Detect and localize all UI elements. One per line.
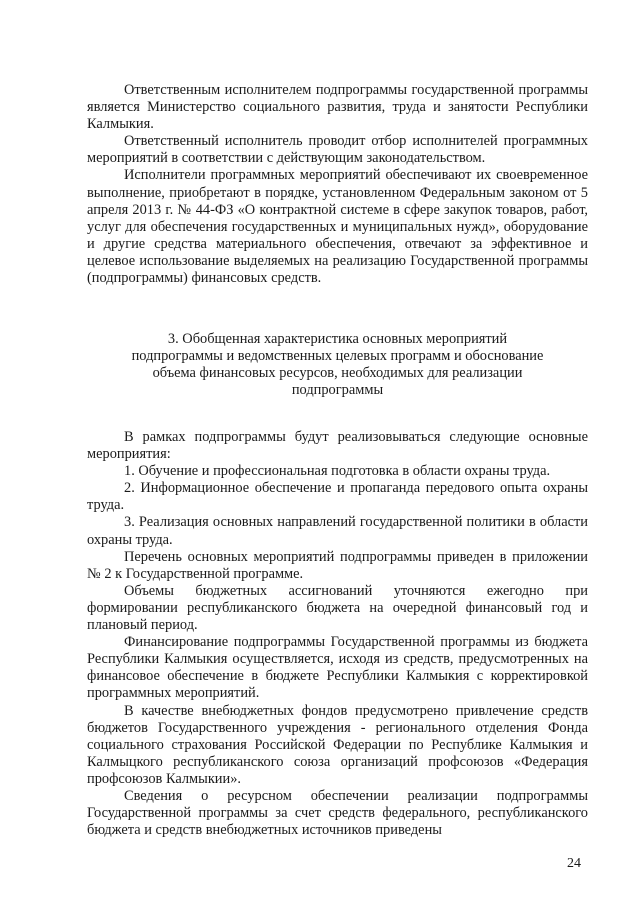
top-text-block (87, 82, 588, 287)
section-heading-line: 3. Обобщенная характеристика основных мероприятий (167, 331, 508, 347)
list-item-measure-1: 1. Обучение и профессиональная подготовка в области охраны труда. (124, 463, 551, 480)
list-item-measure-2: 2. Информационное обеспечение и пропаганда передового опыта охраны труда. (87, 480, 588, 514)
page-number: 24 (567, 856, 581, 871)
list-item-measure-3: 3. Реализация основных направлений государственной политики в области охраны труда. (87, 514, 588, 548)
paragraph-executor-selection: Ответственный исполнитель проводит отбор исполнителей программных мероприятий в соответствии с действующим законодательством. (87, 133, 588, 167)
bottom-text-block (87, 429, 588, 839)
paragraph-budget-allocations: Объемы бюджетных ассигнований уточняются ежегодно при формировании республиканского бюджета на очередной финансовый год и плановый период. (87, 582, 588, 634)
paragraph-extrabudgetary-funds: В качестве внебюджетных фондов предусмотрено привлечение средств бюджетов Государственного учреждения - регионального отделения Фонда социального страхования Российской Федерации по Республике Калмыкия и Калмыцкого республиканского союза организаций профсоюзов «Федерация профсоюзов Калмыкии». (87, 702, 588, 787)
paragraph-financing: Финансирование подпрограммы Государственной программы из бюджета Республики Калмыкия осуществляется, исходя из средств, предусмотренных на финансовое обеспечение в бюджете Республики Калмыкия с корректировкой программных мероприятий. (87, 634, 588, 702)
paragraph-responsible-executor: Ответственным исполнителем подпрограммы государственной программы является Министерство социального развития, труда и занятости Республики Калмыкия. (87, 82, 588, 133)
section-heading (87, 331, 588, 399)
section-heading-line: подпрограммы (291, 382, 384, 399)
paragraph-executors-duties: Исполнители программных мероприятий обеспечивают их своевременное выполнение, приобретают в порядке, установленном Федеральным законом от 5 апреля 2013 г. № 44-ФЗ «О контрактной системе в сфере закупок товаров, работ, услуг для обеспечения государственных и муниципальных нужд», оборудование и другие средства материального обеспечения, отвечают за эффективное и целевое использование выделяемых на реализацию Государственной программы (подпрограммы) финансовых средств. (87, 167, 588, 287)
section-heading-line: объема финансовых ресурсов, необходимых для реализации (152, 365, 523, 382)
paragraph-intro-measures: В рамках подпрограммы будут реализовываться следующие основные мероприятия: (87, 429, 588, 463)
section-heading-line: подпрограммы и ведомственных целевых программ и обоснование (131, 348, 544, 365)
paragraph-measures-list: Перечень основных мероприятий подпрограммы приведен в приложении № 2 к Государственной программе. (87, 548, 588, 582)
paragraph-resource-provision: Сведения о ресурсном обеспечении реализации подпрограммы Государственной программы за счет средств федерального, республиканского бюджета и средств внебюджетных источников приведены (87, 787, 588, 839)
